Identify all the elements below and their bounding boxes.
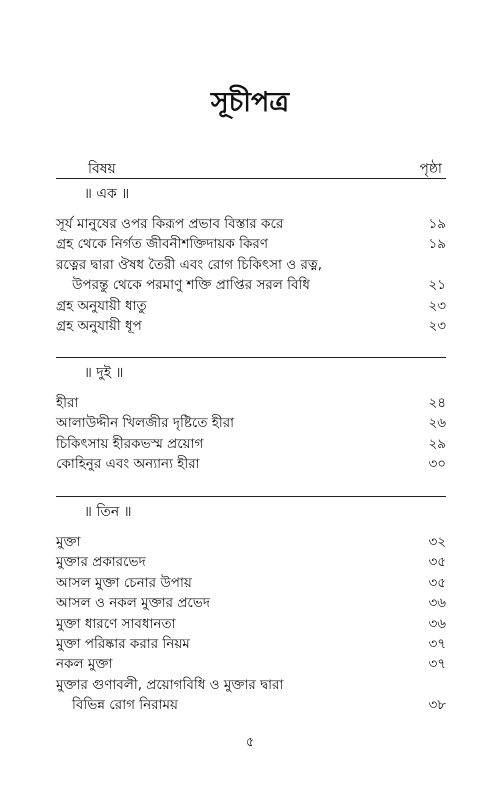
toc-entry (56, 552, 446, 572)
toc-entry (56, 214, 446, 234)
entry-page: ৩২ (428, 534, 446, 550)
section-one (56, 178, 446, 336)
entry-page: ৩০ (428, 456, 446, 473)
entry-page: ২৯ (428, 435, 446, 452)
entry-title: নকল মুক্তা (56, 656, 113, 673)
entry-title: রত্নের দ্বারা ঔষধ তৈরী এবং রোগ চিকিৎসা ও রত্ন, (56, 256, 323, 273)
toc-entry (56, 454, 446, 474)
entry-page: ৩৫ (428, 554, 446, 571)
toc-entry (56, 413, 446, 433)
entry-title: কোহিনুর এবং অন্যান্য হীরা (56, 456, 200, 473)
toc-entry (56, 695, 446, 715)
toc-entry (56, 296, 446, 316)
toc-entry (56, 275, 446, 295)
entry-title: আসল ও নকল মুক্তার প্রভেদ (56, 595, 210, 612)
toc-entry (56, 234, 446, 254)
toc-entry (56, 614, 446, 634)
section-two (56, 357, 446, 475)
entry-title: গ্রহ থেকে নির্গত জীবনীশক্তিদায়ক কিরণ (56, 236, 268, 253)
toc-entry (56, 634, 446, 654)
toc-entry (56, 255, 446, 275)
entry-title: হীরা (56, 395, 79, 411)
subject-column-header: বিষয় (88, 161, 116, 177)
entry-page: ১৯ (428, 236, 446, 253)
toc-entry (56, 573, 446, 593)
entry-title: গ্রহ অনুযায়ী ধাতু (56, 297, 147, 314)
entry-page: ২৬ (428, 415, 446, 432)
entry-title: চিকিৎসায় হীরকভস্ম প্রয়োগ (56, 435, 204, 452)
entry-title: আসল মুক্তা চেনার উপায় (56, 574, 192, 591)
toc-entry (56, 675, 446, 695)
entry-title: উপরন্তু থেকে পরমাণু শক্তি প্রাপ্তির সরল বিধি (72, 277, 310, 294)
entry-page: ৩৮ (428, 697, 446, 714)
toc-entry (56, 654, 446, 674)
entry-title: মুক্তার প্রকারভেদ (56, 554, 146, 571)
entry-title: মুক্তা পরিষ্কার করার নিয়ম (56, 635, 190, 652)
entry-title: বিভিন্ন রোগ নিরাময় (72, 697, 178, 714)
toc-entry (56, 532, 446, 552)
entry-page: ৩৬ (428, 595, 446, 612)
entry-title: আলাউদ্দীন খিলজীর দৃষ্টিতে হীরা (56, 415, 235, 432)
entry-page: ৩৫ (428, 574, 446, 591)
entry-page: ২৪ (428, 395, 446, 411)
entry-title: মুক্তা (56, 534, 81, 550)
section-heading: ॥ তিন ॥ (84, 504, 132, 520)
entry-page: ৩৬ (428, 615, 446, 632)
page-title: সূচীপত্র (210, 87, 290, 118)
section-three (56, 496, 446, 716)
entry-page: ৩৭ (428, 635, 446, 652)
entry-page: ১৯ (428, 216, 446, 232)
entry-title: সূর্য মানুষের ওপর কিরূপ প্রভাব বিস্তার করে (56, 216, 284, 232)
toc-entry (56, 393, 446, 413)
entry-page: ২৩ (428, 317, 446, 334)
entry-page: ২১ (428, 277, 446, 294)
toc-entry (56, 316, 446, 336)
section-heading: ॥ দুই ॥ (84, 365, 124, 381)
toc-entry (56, 593, 446, 613)
entry-page: ২৩ (428, 297, 446, 314)
page-number: ৫ (245, 735, 255, 750)
page-column-header: পৃষ্ঠা (419, 161, 442, 177)
entry-page: ৩৭ (428, 656, 446, 673)
entry-title: মুক্তা ধারণে সাবধানতা (56, 615, 176, 632)
entry-title: গ্রহ অনুযায়ী ধূপ (56, 317, 142, 334)
section-heading: ॥ এক ॥ (84, 186, 130, 202)
entry-title: মুক্তার গুণাবলী, প্রয়োগবিধি ও মুক্তার দ্বারা (56, 676, 284, 693)
toc-entry (56, 434, 446, 454)
